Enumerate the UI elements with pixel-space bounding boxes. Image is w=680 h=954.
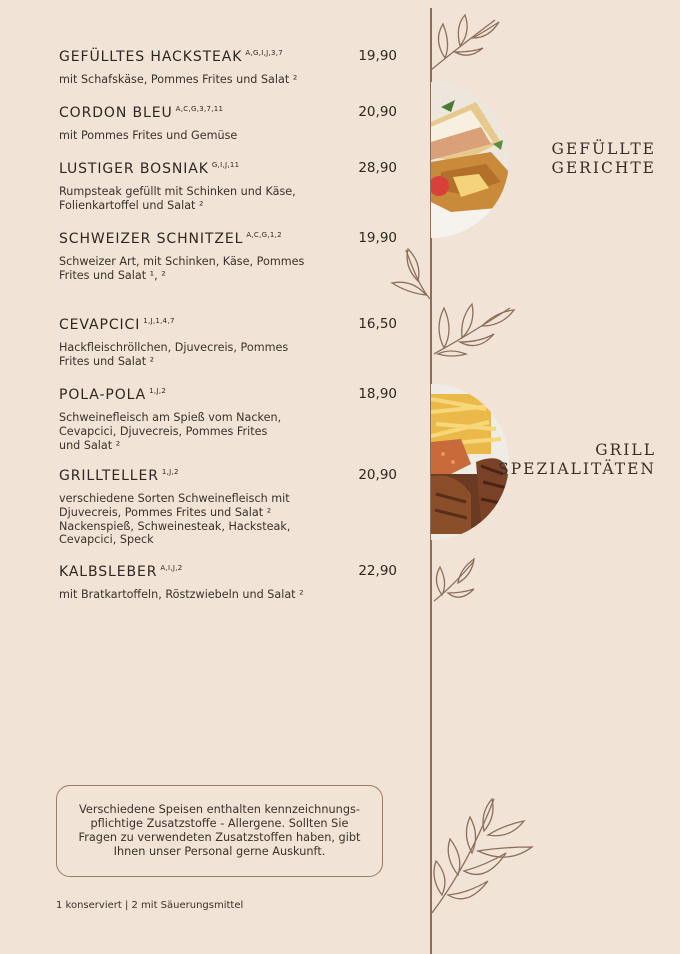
item-allergens: A,I,J,2	[160, 564, 183, 572]
item-description: mit Bratkartoffeln, Röstzwiebeln und Salat ²	[59, 588, 304, 601]
item-allergens: A,C,G,1,2	[246, 231, 282, 239]
item-allergens: 1,J,2	[161, 468, 179, 476]
leaf-branch-icon	[428, 795, 538, 917]
allergen-notice-text: Verschiedene Speisen enthalten kennzeichnungs- pflichtige Zusatzstoffe - Allergene. Sollten Sie Fragen zu verwendeten Zusatzstoffen haben, gibt Ihnen unser Personal gerne Auskunft.	[78, 802, 361, 859]
leaf-branch-icon	[425, 10, 505, 75]
menu-item-grillteller	[59, 465, 399, 547]
item-name: POLA-POLA	[59, 387, 147, 403]
section-title-line: GRILL	[595, 441, 656, 459]
section-title-grill-spezialitaeten	[498, 441, 656, 479]
item-price: 19,90	[358, 48, 397, 64]
menu-item-kalbsleber	[59, 561, 399, 602]
item-name: KALBSLEBER	[59, 564, 158, 580]
item-price: 20,90	[358, 104, 397, 120]
item-allergens: 1,J,1,4,7	[143, 317, 175, 325]
item-description: mit Pommes Frites und Gemüse	[59, 129, 238, 142]
item-price: 16,50	[358, 316, 397, 332]
section-title-line: GERICHTE	[551, 159, 656, 177]
leaf-branch-icon	[430, 298, 518, 360]
item-description: verschiedene Sorten Schweinefleisch mit Djuvecreis, Pommes Frites und Salat ² Nackenspieß, Schweinesteak, Hacksteak, Cevapcici, Speck	[59, 492, 291, 547]
leaf-branch-icon	[430, 555, 482, 605]
item-allergens: A,C,G,3,7,11	[175, 105, 224, 113]
item-name: CEVAPCICI	[59, 317, 141, 333]
menu-item-cevapcici	[59, 314, 399, 369]
menu-item-cordon-bleu	[59, 102, 399, 143]
item-allergens: 1,J,2	[149, 387, 167, 395]
item-allergens: A,G,I,J,3,7	[245, 49, 284, 57]
item-name: GEFÜLLTES HACKSTEAK	[59, 49, 243, 65]
menu-item-schweizer-schnitzel	[59, 228, 399, 283]
item-price: 19,90	[358, 230, 397, 246]
cordon-bleu-photo	[431, 82, 509, 238]
item-description: Rumpsteak gefüllt mit Schinken und Käse, Folienkartoffel und Salat ²	[59, 185, 296, 212]
item-name: LUSTIGER BOSNIAK	[59, 161, 209, 177]
menu-item-lustiger-bosniak	[59, 158, 399, 213]
item-description: Schweinefleisch am Spieß vom Nacken, Cevapcici, Djuvecreis, Pommes Frites und Salat ²	[59, 411, 282, 452]
item-price: 18,90	[358, 386, 397, 402]
item-description: Hackfleischröllchen, Djuvecreis, Pommes Frites und Salat ²	[59, 341, 289, 368]
section-title-line: SPEZIALITÄTEN	[498, 460, 656, 478]
allergen-notice	[56, 785, 383, 877]
section-title-line: GEFÜLLTE	[551, 140, 656, 158]
item-name: CORDON BLEU	[59, 105, 173, 121]
item-price: 28,90	[358, 160, 397, 176]
item-allergens: G,I,J,11	[211, 161, 240, 169]
section-title-gefuellte-gerichte	[551, 140, 656, 178]
leaf-branch-icon	[388, 245, 436, 303]
item-name: SCHWEIZER SCHNITZEL	[59, 231, 244, 247]
footnote: 1 konserviert | 2 mit Säuerungsmittel	[56, 900, 244, 911]
item-description: Schweizer Art, mit Schinken, Käse, Pommes Frites und Salat ¹, ²	[59, 255, 305, 282]
menu-item-pola-pola	[59, 384, 399, 452]
item-description: mit Schafskäse, Pommes Frites und Salat ²	[59, 73, 298, 86]
item-price: 22,90	[358, 563, 397, 579]
item-price: 20,90	[358, 467, 397, 483]
menu-item-gefuelltes-hacksteak	[59, 46, 399, 87]
item-name: GRILLTELLER	[59, 468, 159, 484]
